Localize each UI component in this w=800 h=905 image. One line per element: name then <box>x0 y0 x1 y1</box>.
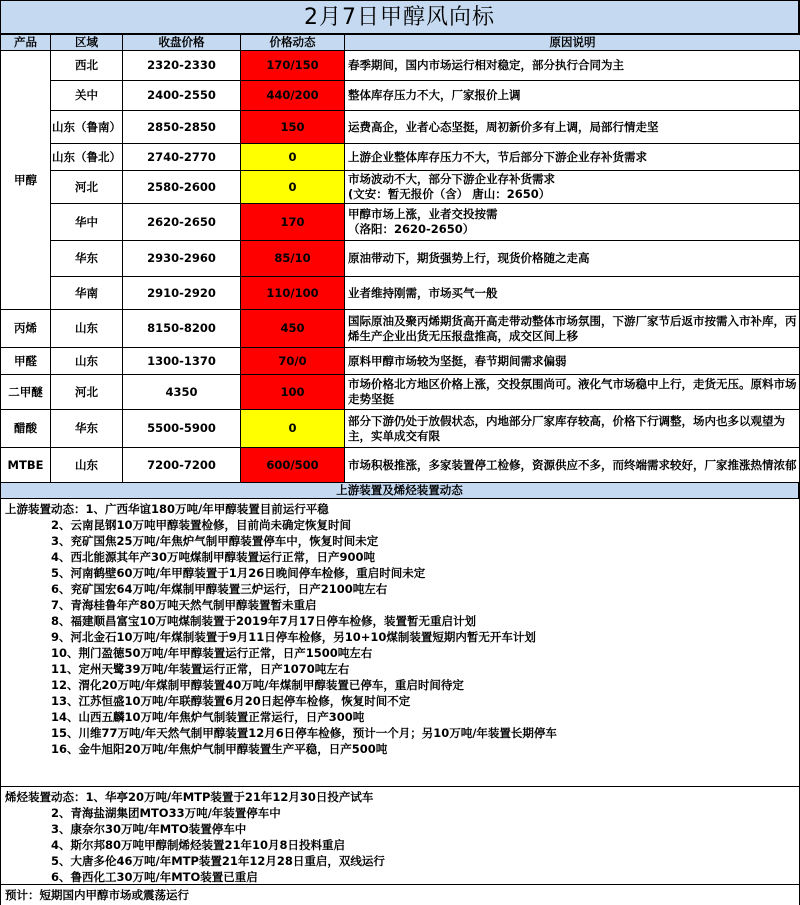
reason-text: 整体库存压力不大，厂家报价上调 <box>348 88 521 102</box>
upstream-item: 14、山西五麟10万吨/年焦炉气制装置正常运行，日产300吨 <box>51 710 365 724</box>
price-cell: 2930-2960 <box>123 241 241 277</box>
reason-text: 春季期间，国内市场运行相对稳定，部分执行合同为主 <box>348 58 624 72</box>
reason-text: 国际原油及聚丙烯期货高开高走带动整体市场氛围，下游厂家节后返市按需入市补库，丙烯生产企业出货无压报盘推高，成交区间上移 <box>348 313 797 343</box>
price-cell: 2580-2600 <box>123 171 241 204</box>
change-cell: 85/10 <box>241 241 345 277</box>
reason-cell <box>345 111 800 144</box>
price-cell: 2910-2920 <box>123 277 241 310</box>
product-cell: 丙烯 <box>1 310 51 348</box>
price-cell: 1300-1370 <box>123 348 241 375</box>
olefin-label: 烯烃装置动态： <box>5 790 86 804</box>
upstream-item: 9、河北金石10万吨/年煤制装置于9月11日停车检修，另10+10煤制装置短期内暂无开车计划 <box>51 630 536 644</box>
olefin-line <box>1 853 799 869</box>
upstream-item: 2、云南昆钢10万吨甲醇装置检修，目前尚未确定恢复时间 <box>51 518 352 532</box>
olefin-line <box>1 837 799 853</box>
product-cell: 甲醛 <box>1 348 51 375</box>
product-cell: 醋酸 <box>1 410 51 448</box>
price-cell: 7200-7200 <box>123 448 241 483</box>
reason-note: （洛阳：2620-2650） <box>348 222 475 236</box>
change-cell: 150 <box>241 111 345 144</box>
reason-cell <box>345 51 800 81</box>
olefin-item: 4、斯尔邦80万吨甲醇制烯烃装置21年10月8日投料重启 <box>51 838 346 852</box>
reason-text: 原料甲醇市场较为坚挺，春节期间需求偏弱 <box>348 353 567 368</box>
upstream-line <box>1 693 799 709</box>
price-cell: 2320-2330 <box>123 51 241 81</box>
price-cell: 4350 <box>123 375 241 410</box>
change-cell: 70/0 <box>241 348 345 375</box>
reason-cell <box>345 81 800 111</box>
reason-cell <box>345 348 800 375</box>
region-cell: 山东 <box>51 310 123 348</box>
region-cell: 华南 <box>51 277 123 310</box>
upstream-line <box>1 661 799 677</box>
upstream-item: 8、福建顺昌富宝10万吨煤制装置于2019年7月17日停车检修，装置暂无重启计划 <box>51 614 477 628</box>
price-table <box>0 34 800 483</box>
upstream-line <box>1 677 799 693</box>
upstream-label: 上游装置动态： <box>5 502 86 516</box>
reason-cell <box>345 241 800 277</box>
reason-cell <box>345 204 800 241</box>
upstream-line <box>1 725 799 741</box>
table-row <box>1 144 800 171</box>
upstream-line <box>1 517 799 533</box>
upstream-item: 15、川维77万吨/年天然气制甲醇装置12月6日停车检修，预计一个月；另10万吨/年装置长期停车 <box>51 726 557 740</box>
price-cell: 8150-8200 <box>123 310 241 348</box>
olefin-dynamics <box>0 787 799 885</box>
section-title: 上游装置及烯烃装置动态 <box>0 483 799 499</box>
olefin-item: 2、青海盐湖集团MTO33万吨/年装置停车中 <box>51 806 281 820</box>
upstream-line <box>1 533 799 549</box>
table-row <box>1 51 800 81</box>
reason-note: (文安：暂无报价（含） 唐山：2650） <box>348 187 551 201</box>
header-change: 价格动态 <box>241 35 345 51</box>
reason-cell <box>345 310 800 348</box>
region-cell: 河北 <box>51 375 123 410</box>
upstream-line <box>1 613 799 629</box>
upstream-dynamics <box>0 499 799 787</box>
upstream-item: 7、青海桂鲁年产80万吨天然气制甲醇装置暂未重启 <box>51 598 317 612</box>
price-cell: 2850-2850 <box>123 111 241 144</box>
page-title: 2月7日甲醇风向标 <box>0 0 799 34</box>
table-row <box>1 448 800 483</box>
change-cell: 0 <box>241 410 345 448</box>
header-region: 区域 <box>51 35 123 51</box>
region-cell: 山东（鲁南） <box>51 111 123 144</box>
reason-cell <box>345 375 800 410</box>
olefin-line <box>1 869 799 885</box>
change-cell: 170 <box>241 204 345 241</box>
upstream-line <box>1 709 799 725</box>
upstream-item: 12、渭化20万吨/年煤制甲醇装置40万吨/年煤制甲醇装置已停车，重启时间待定 <box>51 678 464 692</box>
olefin-item: 5、大唐多伦46万吨/年MTP装置21年12月28日重启，双线运行 <box>51 854 385 868</box>
reason-text: 上游企业整体库存压力不大，节后部分下游企业存补货需求 <box>348 149 647 164</box>
reason-text: 市场波动不大，部分下游企业存补货需求 <box>348 172 555 186</box>
region-cell: 河北 <box>51 171 123 204</box>
region-cell: 华东 <box>51 241 123 277</box>
upstream-line <box>1 629 799 645</box>
region-cell: 山东 <box>51 448 123 483</box>
upstream-line <box>1 549 799 565</box>
olefin-item: 3、康奈尔30万吨/年MTO装置停车中 <box>51 822 247 836</box>
change-cell: 600/500 <box>241 448 345 483</box>
table-row <box>1 310 800 348</box>
upstream-item: 1、广西华谊180万吨/年甲醇装置目前运行平稳 <box>85 502 329 516</box>
upstream-item: 11、定州天鹭39万吨/年装置运行正常，日产1070吨左右 <box>51 662 350 676</box>
change-cell: 110/100 <box>241 277 345 310</box>
table-row <box>1 375 800 410</box>
region-cell: 山东（鲁北） <box>51 144 123 171</box>
reason-text: 甲醇市场上涨，业者交投按需 <box>348 207 498 221</box>
product-cell: MTBE <box>1 448 51 483</box>
reason-text: 市场积极推涨，多家装置停工检修，资源供应不多，而终端需求较好，厂家推涨热情浓郁 <box>348 457 797 472</box>
reason-cell <box>345 410 800 448</box>
table-row <box>1 348 800 375</box>
price-cell: 5500-5900 <box>123 410 241 448</box>
upstream-item: 16、金牛旭阳20万吨/年焦炉气制甲醇装置生产平稳，日产500吨 <box>51 742 388 756</box>
table-row <box>1 241 800 277</box>
upstream-item: 13、江苏恒盛10万吨/年联醇装置6月20日起停车检修，恢复时间不定 <box>51 694 411 708</box>
header-product: 产品 <box>1 35 51 51</box>
reason-cell <box>345 277 800 310</box>
upstream-line <box>1 501 799 517</box>
reason-text: 市场价格北方地区价格上涨，交投氛围尚可。液化气市场稳中上行，走货无压。原料市场走势坚挺 <box>348 377 797 406</box>
olefin-item: 6、鲁西化工30万吨/年MTO装置已重启 <box>51 870 258 884</box>
price-cell: 2400-2550 <box>123 81 241 111</box>
product-cell: 二甲醚 <box>1 375 51 410</box>
region-cell: 华中 <box>51 204 123 241</box>
olefin-line <box>1 821 799 837</box>
upstream-line <box>1 581 799 597</box>
region-cell: 山东 <box>51 348 123 375</box>
upstream-item: 5、河南鹤壁60万吨/年甲醇装置于1月26日晚间停车检修，重启时间未定 <box>51 566 426 580</box>
upstream-line <box>1 741 799 757</box>
change-cell: 0 <box>241 171 345 204</box>
olefin-item: 1、华亭20万吨/年MTP装置于21年12月30日投产试车 <box>85 790 374 804</box>
price-cell: 2620-2650 <box>123 204 241 241</box>
reason-text: 业者维持刚需，市场买气一般 <box>348 285 498 300</box>
olefin-line <box>1 805 799 821</box>
upstream-item: 6、兖矿国宏64万吨/年煤制甲醇装置三炉运行，日产2100吨左右 <box>51 582 388 596</box>
table-row <box>1 277 800 310</box>
change-cell: 0 <box>241 144 345 171</box>
reason-cell <box>345 448 800 483</box>
change-cell: 170/150 <box>241 51 345 81</box>
table-row <box>1 171 800 204</box>
header-reason: 原因说明 <box>345 35 800 51</box>
upstream-item: 3、兖矿国焦25万吨/年焦炉气制甲醇装置停车中，恢复时间未定 <box>51 534 379 548</box>
table-row <box>1 410 800 448</box>
header-price: 收盘价格 <box>123 35 241 51</box>
change-cell: 100 <box>241 375 345 410</box>
region-cell: 西北 <box>51 51 123 81</box>
reason-text: 原油带动下，期货强势上行，现货价格随之走高 <box>348 251 590 265</box>
table-header-row <box>1 35 800 51</box>
reason-cell <box>345 171 800 204</box>
upstream-item: 10、荆门盈德50万吨/年甲醇装置运行正常，日产1500吨左右 <box>51 646 373 660</box>
change-cell: 440/200 <box>241 81 345 111</box>
forecast-text: 预计：短期国内甲醇市场或震荡运行 <box>0 885 799 905</box>
olefin-line <box>1 789 799 805</box>
reason-text: 部分下游仍处于放假状态，内地部分厂家库存较高，价格下行调整，场内也多以观望为主，实单成交有限 <box>348 413 785 443</box>
reason-text: 运费高企，业者心态坚挺，周初新价多有上调，局部行情走坚 <box>348 119 659 134</box>
upstream-line <box>1 597 799 613</box>
upstream-item: 4、西北能源其年产30万吨煤制甲醇装置运行正常，日产900吨 <box>51 550 376 564</box>
table-row <box>1 81 800 111</box>
product-cell: 甲醇 <box>1 51 51 310</box>
upstream-line <box>1 565 799 581</box>
price-cell: 2740-2770 <box>123 144 241 171</box>
upstream-line <box>1 645 799 661</box>
table-row <box>1 204 800 241</box>
table-row <box>1 111 800 144</box>
reason-cell <box>345 144 800 171</box>
region-cell: 关中 <box>51 81 123 111</box>
change-cell: 450 <box>241 310 345 348</box>
region-cell: 华东 <box>51 410 123 448</box>
